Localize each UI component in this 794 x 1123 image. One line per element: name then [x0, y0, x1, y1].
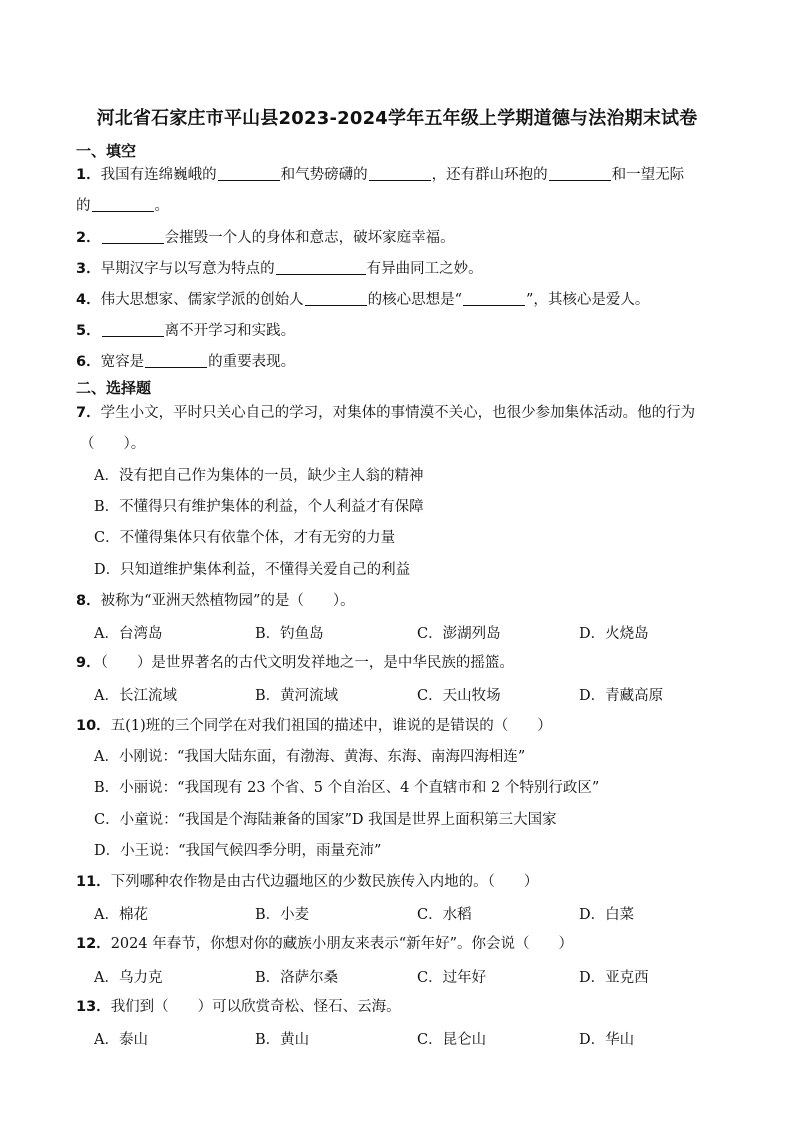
question-6: [76, 352, 295, 372]
option-c[interactable]: C．澎湖列岛: [417, 626, 501, 642]
answer-blank[interactable]: [102, 322, 164, 337]
option-b[interactable]: B．钓鱼岛: [255, 626, 324, 642]
question-text: 的: [76, 198, 91, 214]
question-11: [76, 872, 538, 892]
question-text: 2024 年春节，你想对你的藏族小朋友来表示“新年好”。你会说（ ）: [110, 936, 574, 952]
question-number: 8．: [76, 593, 101, 609]
option-b[interactable]: B．黄河流域: [255, 688, 339, 704]
option-a[interactable]: A．小刚说：“我国大陆东面，有渤海、黄海、东海、南海四海相连”: [94, 749, 526, 765]
question-5: [76, 321, 295, 341]
answer-blank[interactable]: [92, 197, 154, 212]
option-d[interactable]: D．火烧岛: [579, 626, 649, 642]
question-text: 被称为“亚洲天然植物园”的是（ ）。: [100, 593, 355, 609]
answer-blank[interactable]: [369, 166, 431, 181]
answer-blank[interactable]: [218, 166, 280, 181]
answer-blank[interactable]: [305, 291, 367, 306]
option-c[interactable]: C．水稻: [417, 907, 472, 923]
option-a[interactable]: A．乌力克: [94, 970, 163, 986]
option-c[interactable]: C．昆仑山: [417, 1032, 487, 1048]
question-text: ”，其核心是爱人。: [526, 292, 650, 308]
question-text: 和一望无际: [611, 167, 685, 183]
question-text: 五(1)班的三个同学在对我们祖国的描述中，谁说的是错误的（ ）: [110, 718, 552, 734]
question-4: [76, 290, 649, 310]
option-a[interactable]: A．泰山: [94, 1032, 148, 1048]
section-fill-blank-heading: 一、填空: [76, 142, 137, 160]
question-text: 伟大思想家、儒家学派的创始人: [100, 292, 304, 308]
answer-blank[interactable]: [549, 166, 611, 181]
option-d[interactable]: D．小王说：“我国气候四季分明，雨量充沛”: [94, 843, 382, 859]
question-text: 离不开学习和实践。: [164, 323, 296, 339]
option-c[interactable]: C．小童说：“我国是个海陆兼备的国家”D 我国是世界上面积第三大国家: [94, 812, 557, 828]
question-text: 学生小文，平时只关心自己的学习，对集体的事情漠不关心，也很少参加集体活动。他的行为: [100, 405, 696, 421]
question-number: 5．: [76, 323, 101, 339]
question-13: [76, 997, 401, 1017]
question-number: 10．: [76, 718, 111, 734]
option-a[interactable]: A．没有把自己作为集体的一员，缺少主人翁的精神: [94, 468, 424, 484]
question-number: 11．: [76, 874, 111, 890]
question-number: 7．: [76, 405, 101, 421]
question-number: 1．: [76, 167, 101, 183]
question-text: ，还有群山环抱的: [431, 167, 548, 183]
question-text: 的重要表现。: [208, 354, 296, 370]
option-a[interactable]: A．棉花: [94, 907, 148, 923]
option-d[interactable]: D．亚克西: [579, 970, 649, 986]
question-7-continued: （ ）。: [80, 436, 146, 452]
question-number: 3．: [76, 261, 101, 277]
question-text: 我们到（ ）可以欣赏奇松、怪石、云海。: [110, 999, 401, 1015]
question-10: [76, 716, 552, 736]
question-number: 6．: [76, 354, 101, 370]
question-text: 会摧毁一个人的身体和意志，破坏家庭幸福。: [164, 230, 455, 246]
option-b[interactable]: B．小丽说：“我国现有 23 个省、5 个自治区、4 个直辖市和 2 个特别行政区”: [94, 780, 600, 796]
question-2: [76, 228, 455, 248]
option-a[interactable]: A．长江流域: [94, 688, 177, 704]
option-c[interactable]: C．不懂得集体只有依靠个体，才有无穷的力量: [94, 530, 396, 546]
question-3: [76, 259, 483, 279]
option-b[interactable]: B．洛萨尔桑: [255, 970, 339, 986]
question-text: 宽容是: [100, 354, 145, 370]
question-text: 有异曲同工之妙。: [366, 261, 483, 277]
answer-blank[interactable]: [276, 260, 366, 275]
question-text: 早期汉字与以写意为特点的: [100, 261, 275, 277]
option-b[interactable]: B．小麦: [255, 907, 310, 923]
option-d[interactable]: D．只知道维护集体利益，不懂得关爱自己的利益: [94, 562, 411, 578]
page-title: 河北省石家庄市平山县2023-2024学年五年级上学期道德与法治期末试卷: [96, 108, 698, 129]
question-12: [76, 934, 573, 954]
section-multiple-choice-heading: 二、选择题: [76, 379, 152, 397]
option-d[interactable]: D．青藏高原: [579, 688, 664, 704]
question-7: [76, 403, 695, 423]
question-number: 9．: [76, 655, 101, 671]
question-text: （ ）是世界著名的古代文明发祥地之一，是中华民族的摇篮。: [100, 655, 514, 671]
question-number: 4．: [76, 292, 101, 308]
option-b[interactable]: B．黄山: [255, 1032, 310, 1048]
option-c[interactable]: C．过年好: [417, 970, 487, 986]
question-1-continued: [76, 196, 169, 216]
question-number: 13．: [76, 999, 111, 1015]
question-text: 和气势磅礴的: [280, 167, 368, 183]
question-text: 我国有连绵巍峨的: [100, 167, 217, 183]
option-d[interactable]: D．白菜: [579, 907, 635, 923]
question-number: 12．: [76, 936, 111, 952]
option-a[interactable]: A．台湾岛: [94, 626, 163, 642]
answer-blank[interactable]: [463, 291, 525, 306]
question-text: 的核心思想是“: [367, 292, 463, 308]
answer-blank[interactable]: [145, 353, 207, 368]
question-number: 2．: [76, 230, 101, 246]
question-text: 。: [154, 198, 169, 214]
option-b[interactable]: B．不懂得只有维护集体的利益，个人利益才有保障: [94, 499, 424, 515]
question-1: [76, 165, 684, 185]
option-d[interactable]: D．华山: [579, 1032, 635, 1048]
answer-blank[interactable]: [102, 229, 164, 244]
option-c[interactable]: C．天山牧场: [417, 688, 501, 704]
question-text: 下列哪种农作物是由古代边疆地区的少数民族传入内地的。（ ）: [110, 874, 539, 890]
question-8: [76, 591, 355, 611]
question-9: [76, 653, 514, 673]
